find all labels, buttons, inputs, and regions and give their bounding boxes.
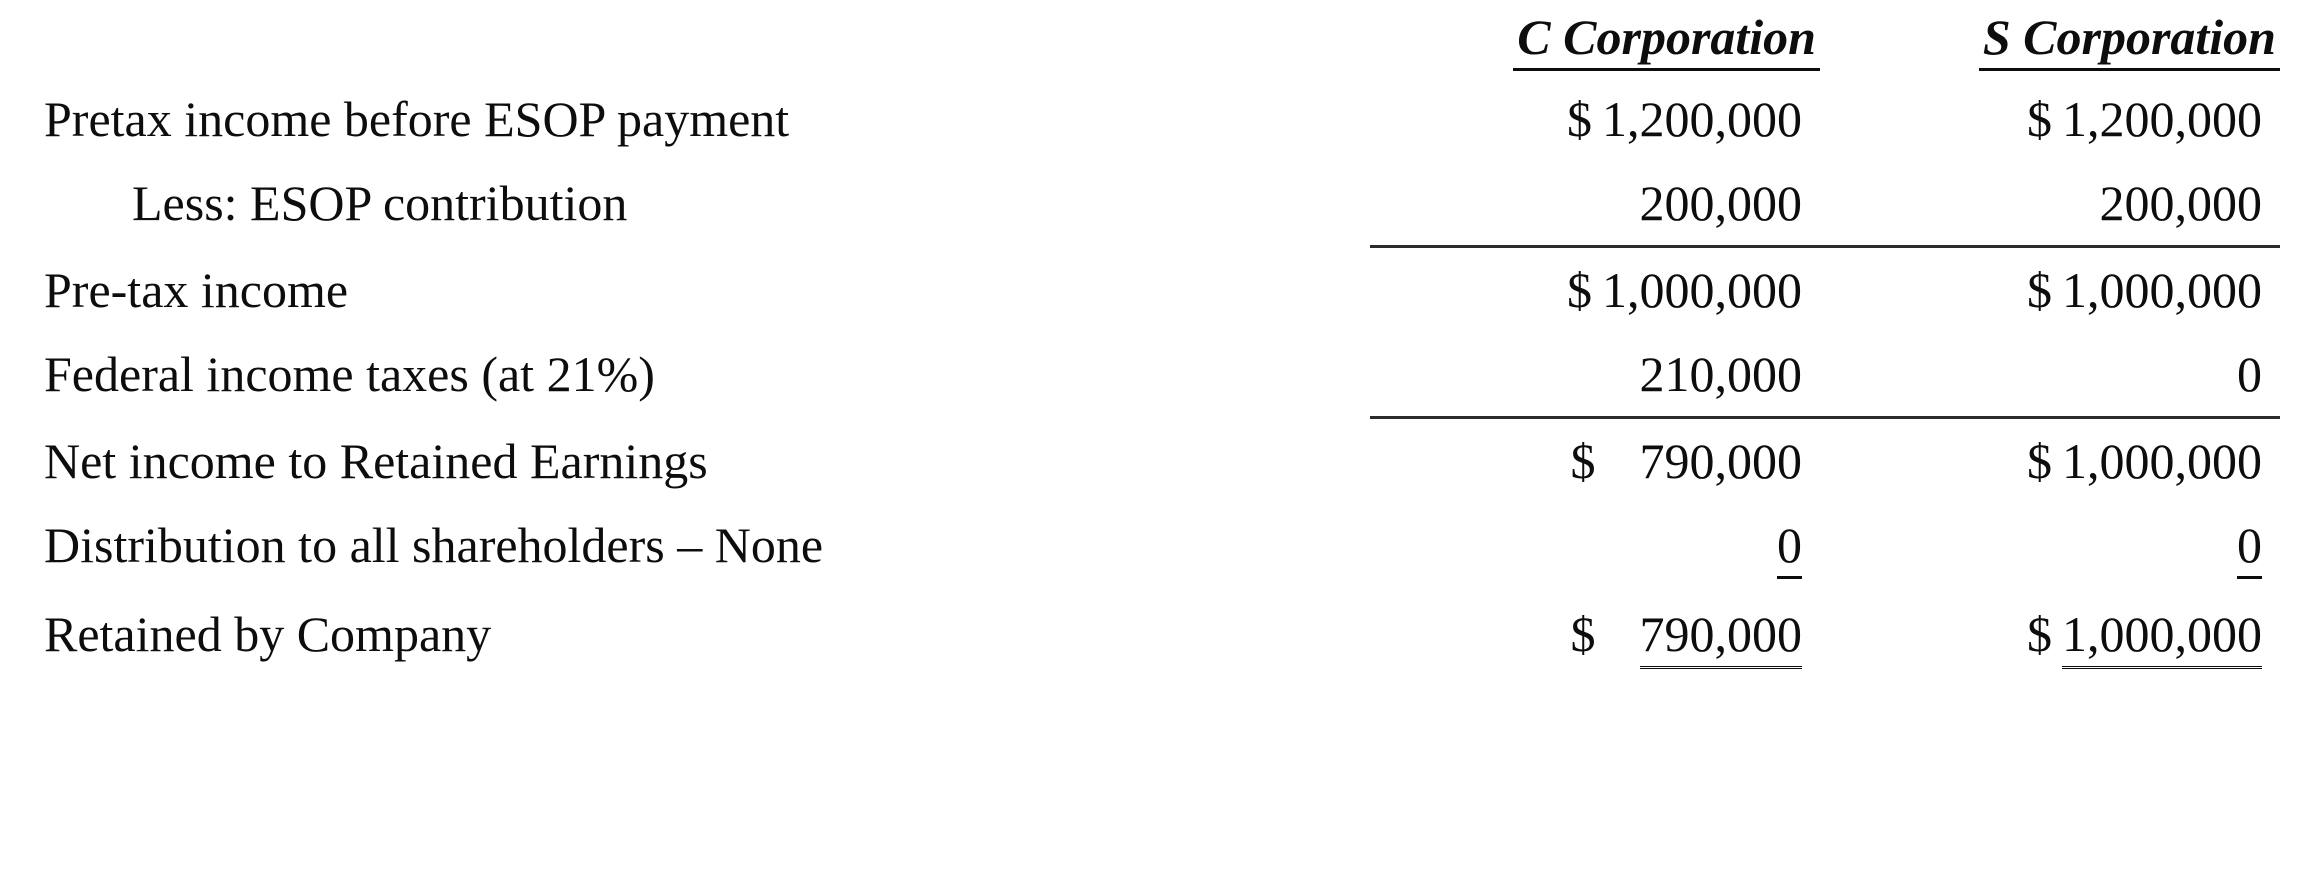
currency-symbol: $ (2027, 261, 2052, 318)
row-value-c (1370, 77, 1820, 161)
row-value-s (1820, 77, 2280, 161)
value-text: 1,000,000 (2062, 261, 2262, 318)
row-label: Pretax income before ESOP payment (44, 90, 790, 147)
value-text: 0 (2237, 516, 2262, 579)
table-row (40, 417, 2280, 503)
table-row (40, 503, 2280, 592)
table-row (40, 332, 2280, 418)
row-value-s (1820, 332, 2280, 418)
row-label: Distribution to all shareholders – None (44, 516, 824, 573)
row-value-s (1820, 161, 2280, 247)
row-label: Federal income taxes (at 21%) (44, 345, 655, 402)
row-label: Net income to Retained Earnings (44, 432, 708, 489)
currency-symbol: $ (1570, 432, 1596, 489)
table-row (40, 592, 2280, 682)
column-header-s-corporation-label: S Corporation (1979, 11, 2280, 71)
column-header-s-corporation (1820, 8, 2280, 77)
row-value-c (1370, 332, 1820, 418)
currency-symbol: $ (1570, 605, 1596, 662)
currency-symbol: $ (2027, 432, 2052, 489)
value-text: 790,000 (1639, 432, 1802, 489)
value-text: 1,000,000 (1602, 261, 1802, 318)
currency-symbol: $ (2027, 605, 2052, 662)
column-header-c-corporation-label: C Corporation (1513, 11, 1820, 71)
column-header-c-corporation (1370, 8, 1820, 77)
value-text: 200,000 (1639, 174, 1802, 231)
currency-symbol: $ (2027, 90, 2052, 147)
table-row (40, 161, 2280, 247)
row-label-header (40, 8, 1370, 77)
value-text: 0 (2237, 345, 2262, 402)
esop-comparison-table (40, 8, 2280, 682)
row-value-c (1370, 246, 1820, 332)
value-text: 0 (1777, 516, 1802, 579)
table-body (40, 77, 2280, 682)
row-value-c (1370, 592, 1820, 682)
table-row (40, 246, 2280, 332)
value-text: 790,000 (1640, 605, 1803, 669)
row-value-s (1820, 246, 2280, 332)
value-text: 210,000 (1639, 345, 1802, 402)
value-text: 1,000,000 (2062, 605, 2262, 669)
row-value-s (1820, 417, 2280, 503)
table-row (40, 77, 2280, 161)
document-page (0, 8, 2302, 870)
table-header (40, 8, 2280, 77)
value-text: 1,200,000 (2062, 90, 2262, 147)
row-value-c (1370, 417, 1820, 503)
currency-symbol: $ (1567, 90, 1592, 147)
value-text: 1,000,000 (2062, 432, 2262, 489)
row-value-c (1370, 503, 1820, 592)
value-text: 200,000 (2099, 174, 2262, 231)
row-value-s (1820, 592, 2280, 682)
row-label: Retained by Company (44, 605, 492, 662)
row-value-s (1820, 503, 2280, 592)
table-header-row (40, 8, 2280, 77)
row-label: Less: ESOP contribution (132, 174, 628, 231)
row-value-c (1370, 161, 1820, 247)
value-text: 1,200,000 (1602, 90, 1802, 147)
row-label: Pre-tax income (44, 261, 349, 318)
currency-symbol: $ (1567, 261, 1592, 318)
